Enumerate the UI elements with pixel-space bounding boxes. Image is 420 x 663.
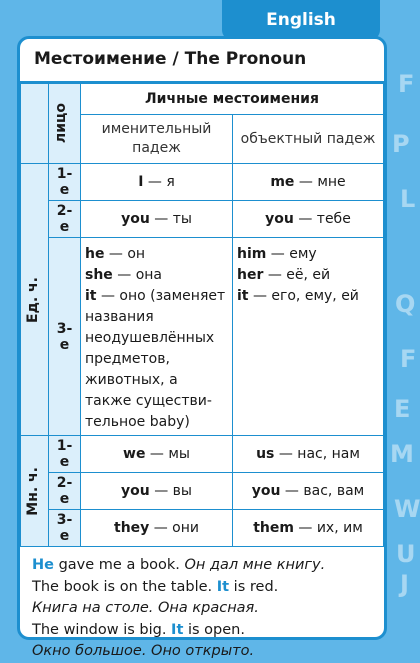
person-cell: 1-е xyxy=(49,164,81,201)
deco-letter: W xyxy=(394,495,420,523)
example-translation: Книга на столе. Она красная. xyxy=(32,600,259,616)
objective-cell xyxy=(233,510,384,547)
deco-letter: U xyxy=(396,540,416,568)
pronoun-en: you xyxy=(121,211,150,227)
pronoun-ru: — ты xyxy=(149,211,192,227)
pronoun-ru: — мне xyxy=(294,174,346,190)
table-row xyxy=(21,436,384,473)
example-line xyxy=(32,555,374,577)
highlight-word: It xyxy=(216,578,230,595)
nominative-cell xyxy=(81,238,233,436)
pronoun-en: they xyxy=(114,520,150,536)
nominative-cell xyxy=(81,473,233,510)
table-main-header: Личные местоимения xyxy=(81,84,384,115)
pronoun-ru: — её, ей xyxy=(263,267,331,283)
pronoun-en: she xyxy=(85,267,113,283)
pronoun-ru: — вы xyxy=(149,483,192,499)
nominative-cell xyxy=(81,164,233,201)
highlight-word: It xyxy=(171,621,184,638)
pronoun-en: you xyxy=(251,483,281,499)
examples-block xyxy=(20,547,384,663)
pronoun-ru: — они xyxy=(149,520,199,536)
table-row xyxy=(21,510,384,547)
objective-cell xyxy=(233,436,384,473)
pronoun-en: us xyxy=(256,446,275,462)
card-title: Местоимение / The Pronoun xyxy=(20,39,384,83)
pronoun-ru: — мы xyxy=(145,446,190,462)
example-text: The window is big. xyxy=(32,621,172,638)
pronoun-ru: — вас, вам xyxy=(280,483,365,499)
nominative-header: именительный падеж xyxy=(81,115,233,164)
pronoun-ru: — тебе xyxy=(293,211,351,227)
pronoun-en: it xyxy=(85,288,97,304)
person-cell: 3-е xyxy=(49,510,81,547)
person-header xyxy=(49,84,81,164)
pronoun-en: him xyxy=(237,246,267,262)
objective-cell xyxy=(233,201,384,238)
objective-cell xyxy=(233,164,384,201)
table-row xyxy=(21,238,384,436)
example-text: The book is on the table. xyxy=(32,578,217,595)
pronoun-table xyxy=(20,83,384,547)
pronoun-en: them xyxy=(253,520,294,536)
deco-letter: P xyxy=(392,130,410,158)
pronoun-line xyxy=(85,244,228,265)
pronoun-line xyxy=(85,286,228,433)
example-text: is open. xyxy=(183,621,245,638)
person-cell: 2-е xyxy=(49,473,81,510)
example-translation: Он дал мне книгу. xyxy=(179,557,326,573)
pronoun-ru: — она xyxy=(112,267,162,283)
singular-group xyxy=(21,164,49,436)
pronoun-en: you xyxy=(121,483,150,499)
language-tab: English xyxy=(222,0,380,40)
objective-cell xyxy=(233,238,384,436)
person-header-label: лицо xyxy=(53,103,69,144)
corner-cell xyxy=(21,84,49,164)
pronoun-en: we xyxy=(123,446,146,462)
highlight-word: He xyxy=(32,557,54,573)
table-row xyxy=(21,201,384,238)
deco-letter: E xyxy=(394,395,411,423)
nominative-cell xyxy=(81,436,233,473)
pronoun-ru: — я xyxy=(143,174,175,190)
pronoun-ru: — нас, нам xyxy=(274,446,360,462)
deco-letter: F xyxy=(398,70,415,98)
deco-letter: M xyxy=(390,440,414,468)
nominative-cell xyxy=(81,510,233,547)
nominative-cell xyxy=(81,201,233,238)
pronoun-ru: — ему xyxy=(266,246,317,262)
deco-letter: F xyxy=(400,345,417,373)
deco-letter: Q xyxy=(395,290,416,318)
table-row xyxy=(21,164,384,201)
pronoun-en: he xyxy=(85,246,105,262)
example-translation: Окно большое. Оно открыто. xyxy=(32,643,255,659)
pronoun-en: it xyxy=(237,288,249,304)
deco-letter: L xyxy=(400,185,416,213)
pronoun-ru: — оно (заменяет названия неодушевлённых предметов, животных, а также существительное baby) xyxy=(85,288,226,430)
pronoun-ru: — его, ему, ей xyxy=(248,288,359,304)
singular-label: Ед. ч. xyxy=(25,276,41,323)
pronoun-en: me xyxy=(270,174,295,190)
pronoun-line xyxy=(237,244,379,265)
example-line xyxy=(32,620,374,642)
person-cell: 3-е xyxy=(49,238,81,436)
pronoun-line xyxy=(237,286,379,307)
pronoun-ru: — он xyxy=(104,246,146,262)
objective-cell xyxy=(233,473,384,510)
pronoun-en: her xyxy=(237,267,264,283)
table-row xyxy=(21,473,384,510)
person-cell: 2-е xyxy=(49,201,81,238)
objective-header: объектный падеж xyxy=(233,115,384,164)
pronoun-en: I xyxy=(138,174,144,190)
pronoun-ru: — их, им xyxy=(293,520,363,536)
example-text: gave me a book. xyxy=(53,557,180,573)
pronoun-line xyxy=(237,265,379,286)
plural-group xyxy=(21,436,49,547)
example-text: is red. xyxy=(229,578,279,595)
deco-letter: J xyxy=(400,570,409,598)
pronoun-line xyxy=(85,265,228,286)
pronoun-en: you xyxy=(265,211,294,227)
plural-label: Мн. ч. xyxy=(25,466,41,516)
person-cell: 1-е xyxy=(49,436,81,473)
reference-card xyxy=(17,36,387,659)
example-line xyxy=(32,577,374,599)
